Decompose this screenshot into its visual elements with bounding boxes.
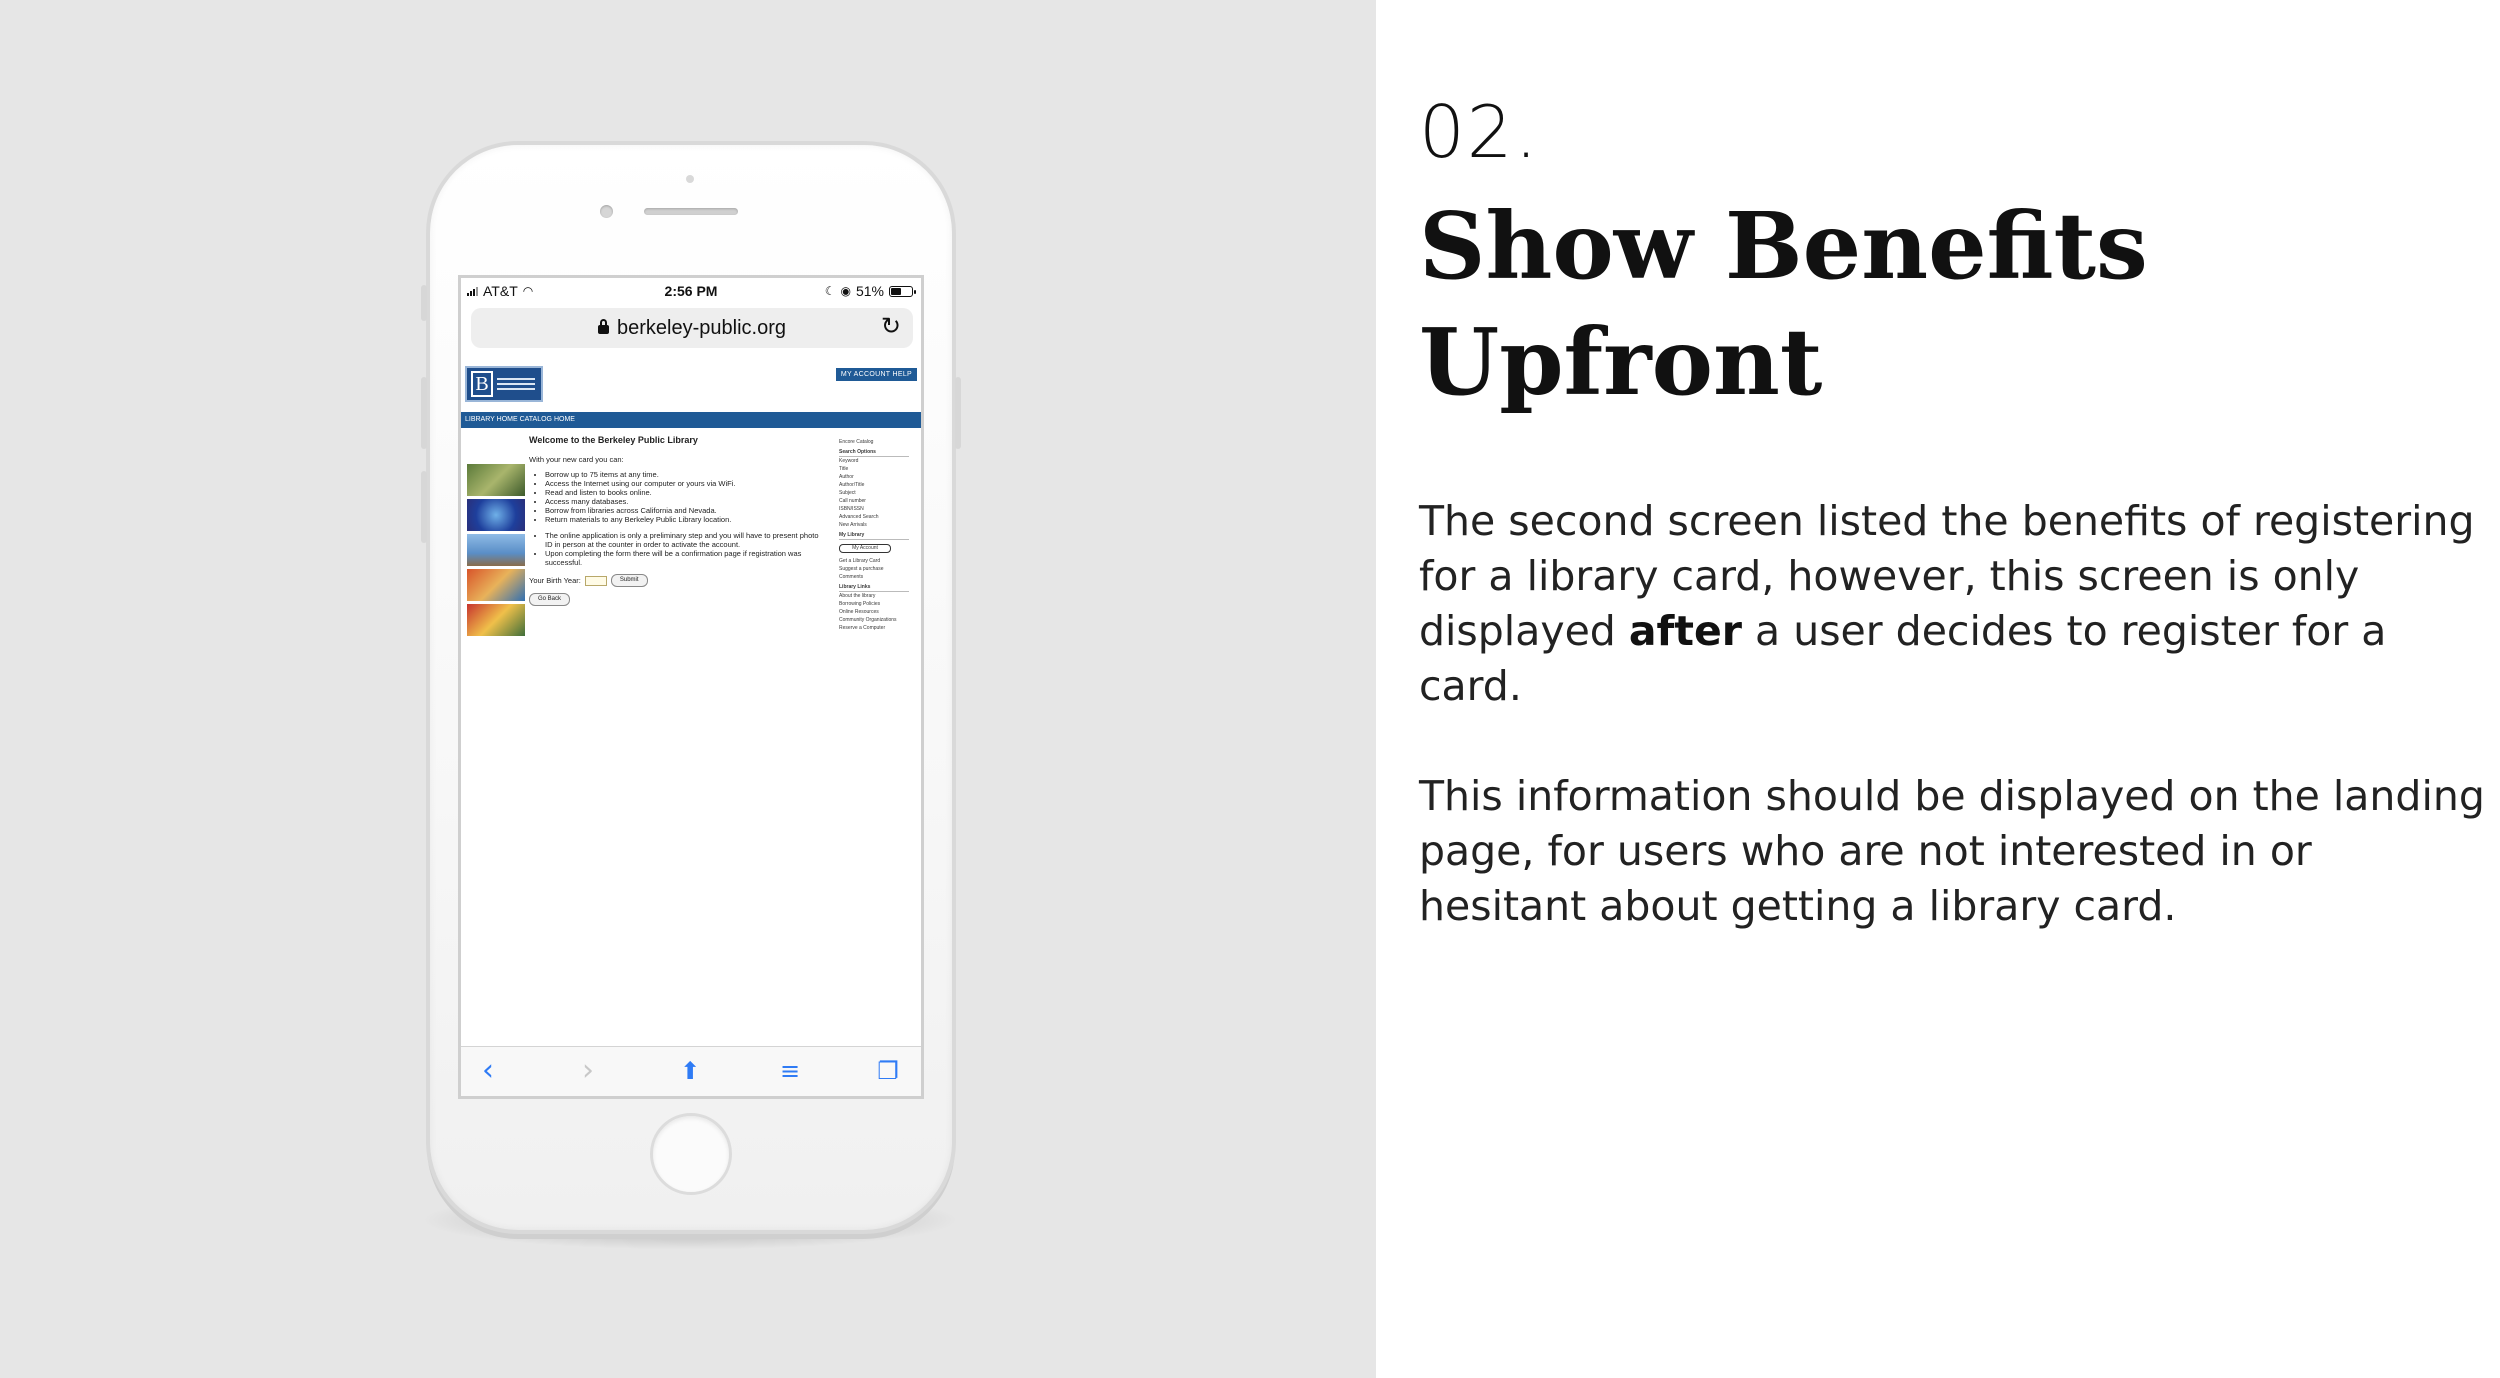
thumbnail-image (467, 534, 525, 566)
url-display[interactable] (471, 317, 913, 340)
chevron-left-icon[interactable]: ‹ (482, 1053, 494, 1088)
birth-year-label: Your Birth Year: (529, 576, 581, 585)
iphone-mockup (430, 145, 952, 1230)
book-icon[interactable]: ≡ (779, 1057, 801, 1085)
submit-button[interactable]: Submit (611, 574, 648, 587)
mute-switch (421, 285, 427, 321)
sidebar-link[interactable]: Keyword (839, 458, 859, 464)
sidebar-link[interactable]: Call number (839, 498, 866, 504)
benefits-list (545, 470, 824, 524)
sidebar-link[interactable]: Comments (839, 574, 864, 580)
thumbnail-image (467, 569, 525, 601)
volume-up-button (421, 377, 427, 449)
front-camera (600, 205, 613, 218)
sidebar-link[interactable]: Encore Catalog (839, 439, 874, 445)
benefit-item: • Read and listen to books online. (545, 488, 824, 497)
sidebar-link[interactable]: Advanced Search (839, 514, 879, 520)
carrier-label: AT&T (483, 283, 518, 299)
sidebar-link[interactable]: Get a Library Card (839, 558, 881, 564)
power-button (955, 377, 961, 449)
welcome-content (529, 436, 824, 606)
url-text: berkeley-public.org (617, 317, 786, 339)
welcome-heading: Welcome to the Berkeley Public Library (529, 435, 698, 445)
phone-screen (458, 275, 924, 1099)
lock-icon (598, 325, 609, 334)
slide-number: 02. (1419, 90, 1540, 174)
safari-url-bar[interactable] (471, 308, 913, 348)
home-button[interactable] (650, 1113, 732, 1195)
notes-list (545, 531, 824, 567)
note-item: • Upon completing the form there will be a confirmation page if registration was successful. (545, 549, 824, 567)
wifi-icon: ◠ (522, 284, 534, 298)
thumbnail-image (467, 604, 525, 636)
benefits-intro: With your new card you can: (529, 455, 624, 464)
battery-icon (889, 286, 913, 297)
logo-wordmark (497, 378, 535, 390)
library-logo[interactable] (465, 366, 543, 402)
status-time: 2:56 PM (664, 283, 718, 299)
chevron-right-icon[interactable]: › (582, 1053, 594, 1088)
logo-monogram: B (471, 371, 493, 397)
sidebar-heading: Search Options (839, 448, 909, 457)
sidebar-heading: Library Links (839, 583, 909, 592)
sidebar-link[interactable]: Title (839, 466, 849, 472)
sidebar-link[interactable]: Author/Title (839, 482, 865, 488)
benefit-item: • Return materials to any Berkeley Public Library location. (545, 515, 824, 524)
paragraph-1-emphasis: after (1628, 607, 1743, 655)
reload-icon[interactable]: ↻ (880, 313, 901, 340)
sidebar-link[interactable]: Online Resources (839, 609, 879, 615)
sidebar-link[interactable]: About the library (839, 593, 876, 599)
sidebar-link[interactable]: Suggest a purchase (839, 566, 884, 572)
sidebar-link[interactable]: ISBN/ISSN (839, 506, 864, 512)
paragraph-1 (1419, 494, 2489, 714)
sidebar-link[interactable]: Subject (839, 490, 856, 496)
sidebar-link[interactable]: New Arrivals (839, 522, 867, 528)
orientation-lock-icon: ◉ (840, 284, 851, 298)
sidebar-link[interactable]: Borrowing Policies (839, 601, 881, 607)
paragraph-1-text-a: The second screen listed the benefits of registering for a library card, however, this screen is only displayed (1419, 497, 2475, 655)
sidebar-heading: My Library (839, 531, 909, 540)
volume-down-button (421, 471, 427, 543)
paragraph-1-text-b: a user decides to register for a card. (1419, 607, 2387, 710)
benefit-item: • Borrow up to 75 items at any time. (545, 470, 824, 479)
proximity-sensor (686, 175, 694, 183)
status-right (825, 283, 913, 299)
birth-year-input[interactable] (585, 576, 607, 586)
thumbnail-image (467, 499, 525, 531)
thumbnail-image (467, 464, 525, 496)
tabs-icon[interactable]: ❐ (877, 1057, 899, 1085)
my-account-button[interactable]: My Account (839, 544, 891, 553)
moon-icon: ☾ (824, 284, 836, 298)
slide-title: Show Benefits Upfront (1419, 192, 2148, 416)
thumbnail-column (467, 464, 525, 636)
birth-year-row (529, 574, 824, 587)
go-back-button[interactable]: Go Back (529, 593, 570, 606)
earpiece-speaker (644, 208, 738, 215)
sidebar-link[interactable]: Community Organizations (839, 617, 897, 623)
note-item: • The online application is only a preliminary step and you will have to present photo ID in person at the counter in order to activate the account. (545, 531, 824, 549)
library-nav-bar[interactable]: LIBRARY HOME CATALOG HOME (461, 412, 921, 428)
battery-label: 51% (855, 283, 884, 299)
benefit-item: • Borrow from libraries across California and Nevada. (545, 506, 824, 515)
benefit-item: • Access the Internet using our computer or yours via WiFi. (545, 479, 824, 488)
sidebar-link[interactable]: Author (839, 474, 854, 480)
share-icon[interactable]: ⬆︎ (679, 1057, 701, 1085)
sidebar-link[interactable]: Reserve a Computer (839, 625, 886, 631)
benefit-item: • Access many databases. (545, 497, 824, 506)
paragraph-2: This information should be displayed on the landing page, for users who are not interested in or hesitant about getting a library card. (1419, 772, 2485, 930)
library-webpage (461, 360, 921, 1020)
status-bar (461, 278, 921, 304)
library-sidebar (839, 438, 909, 632)
util-links[interactable]: MY ACCOUNT HELP (836, 368, 917, 381)
safari-toolbar (461, 1046, 921, 1096)
